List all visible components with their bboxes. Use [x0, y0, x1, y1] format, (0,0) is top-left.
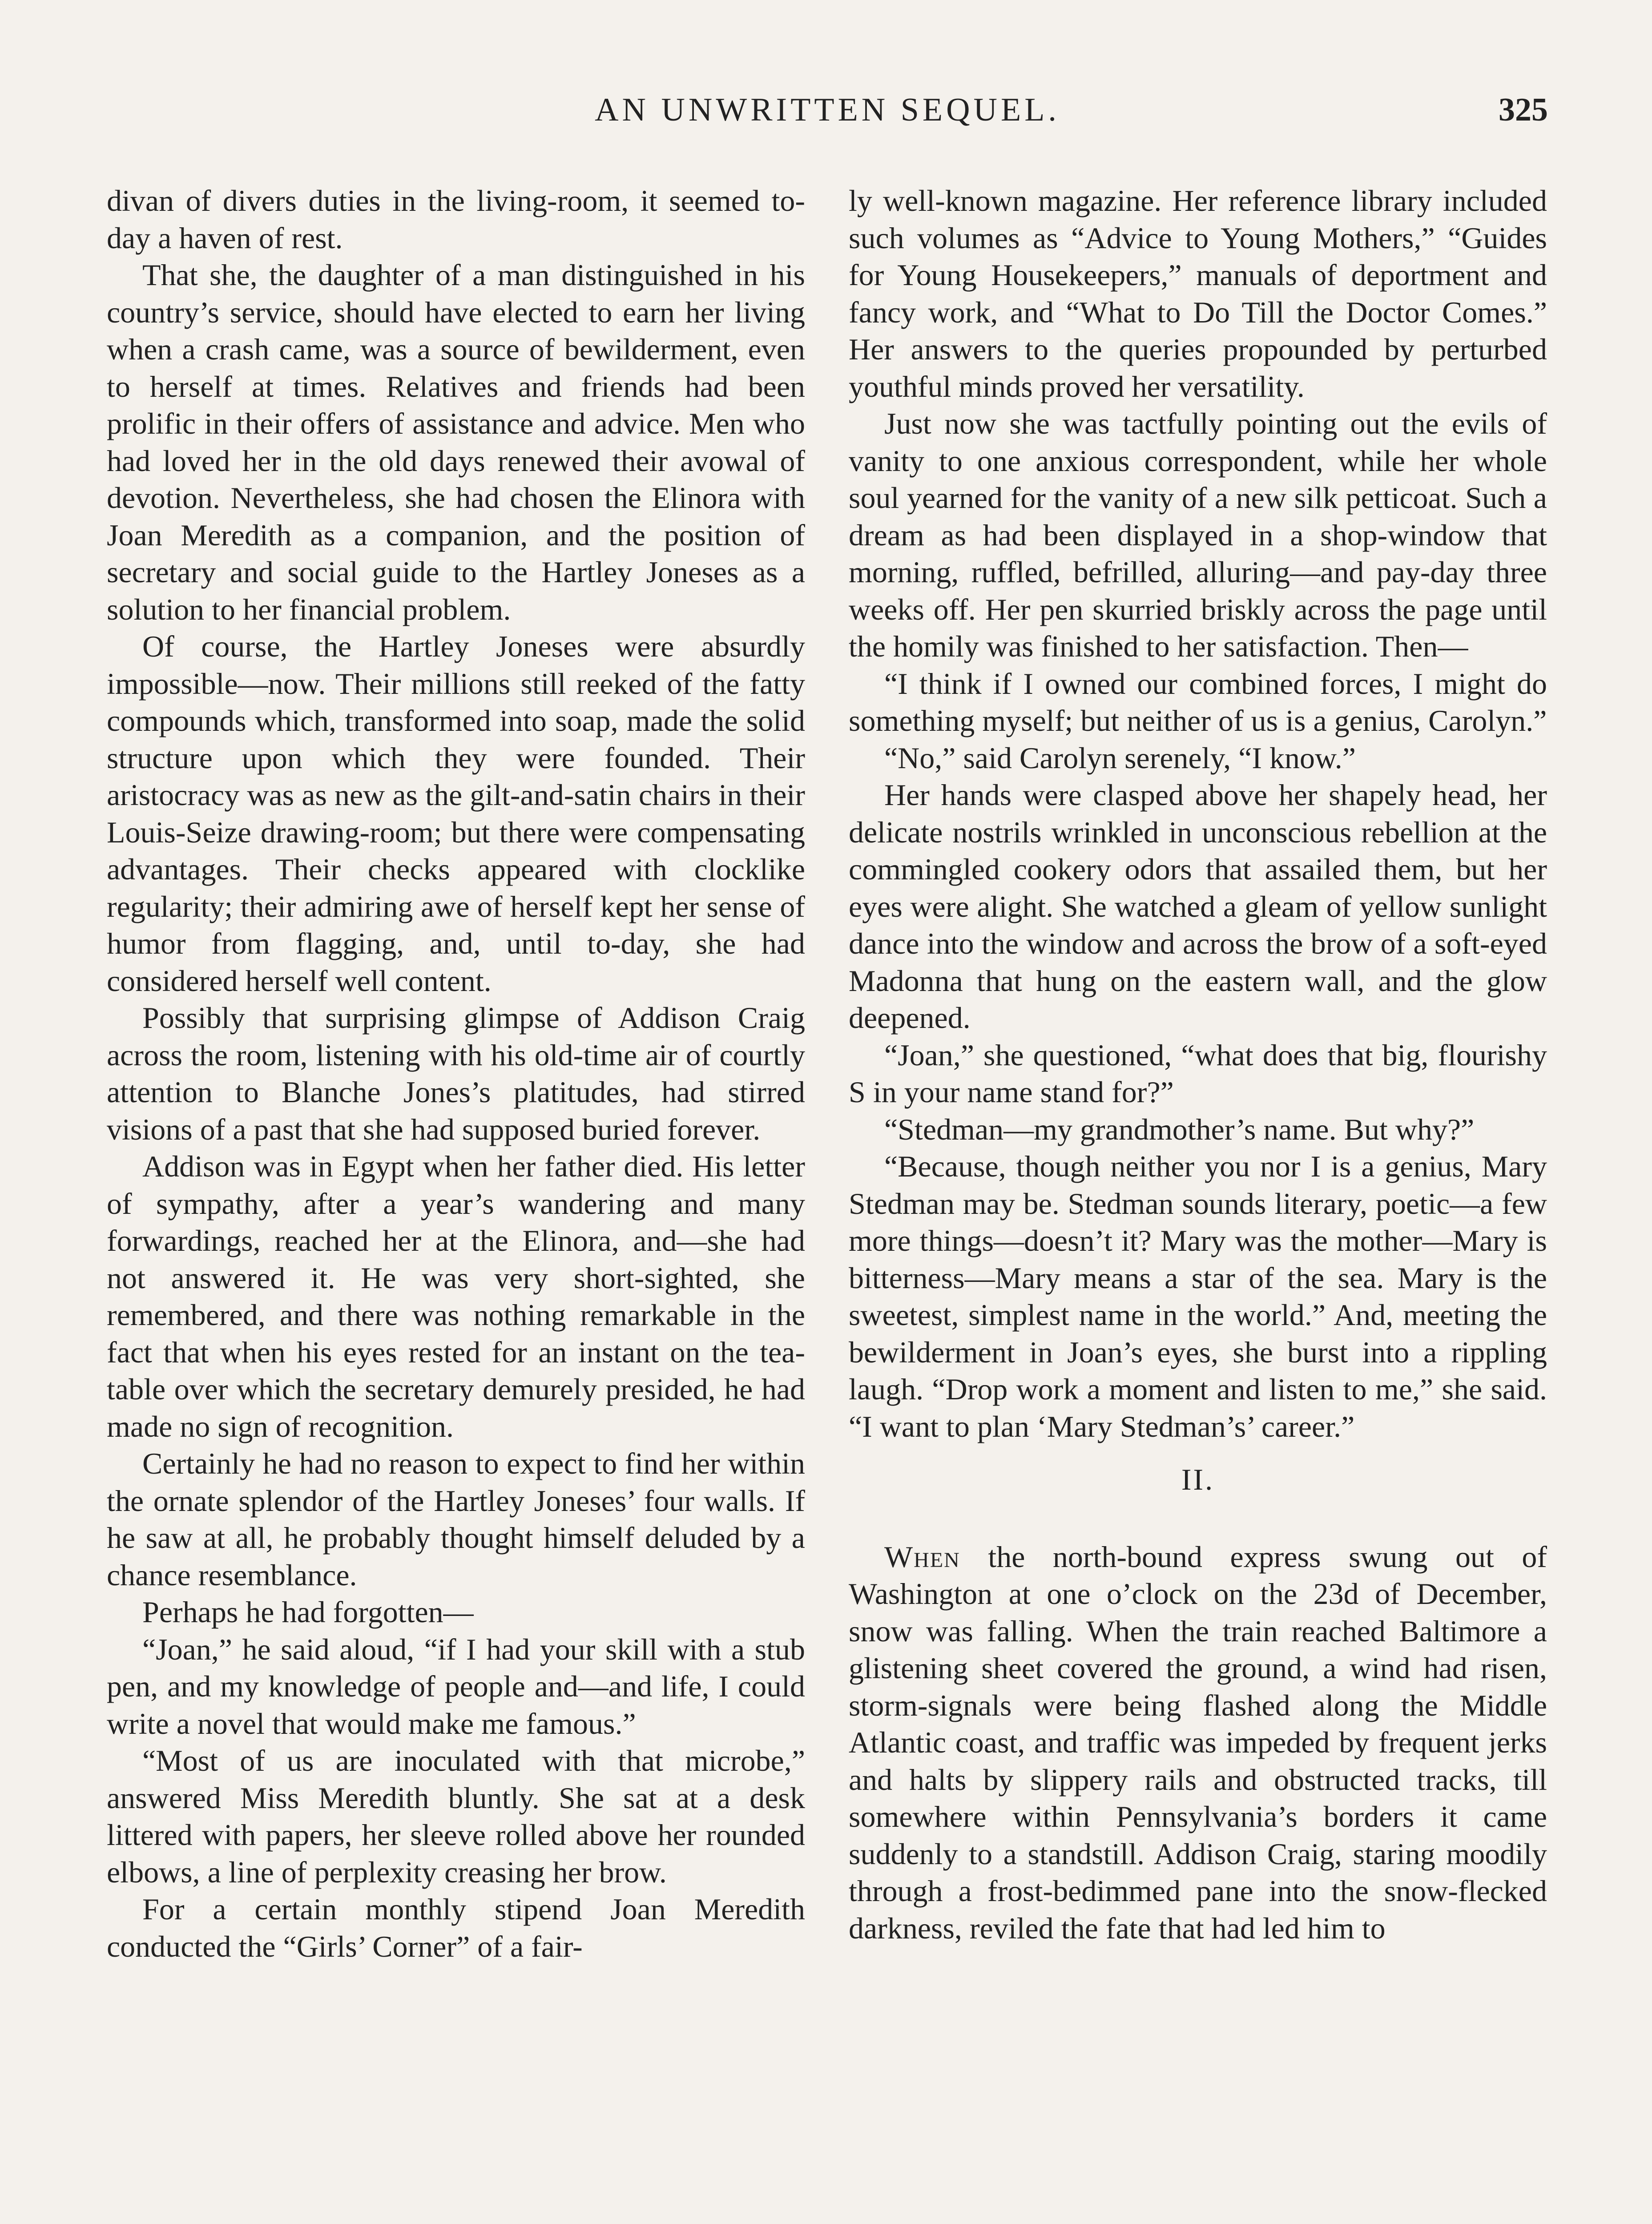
- paragraph: “Stedman—my grandmother’s name. But why?”: [884, 1112, 1475, 1146]
- section-two-paragraph: [849, 1539, 1547, 1947]
- section-lead-word: When: [884, 1539, 960, 1574]
- section-heading: II.: [1181, 1463, 1215, 1496]
- paragraph: “I think if I owned our combined forces, I might do something myself; but neither of us is a genius, Carolyn.”: [849, 666, 1547, 737]
- paragraph: “Because, though neither you nor I is a genius, Mary Stedman may be. Stedman sounds literary, poetic—a few more things—doesn’t it? Mary was the mother—Mary is bitterness—Mary means a star of the sea. Mary is the sweetest, simplest name in the world.” And, meeting the bewilderment in Joan’s eyes, she burst into a rippling laugh. “Drop work a moment and listen to me,” she said. “I want to plan ‘Mary Stedman’s’ career.”: [849, 1149, 1547, 1443]
- paragraph: “Most of us are inoculated with that microbe,” answered Miss Meredith bluntly. She sat at a desk littered with papers, her sleeve rolled above her rounded elbows, a line of perplexity creasing her brow.: [107, 1744, 805, 1889]
- paragraph: Possibly that surprising glimpse of Addison Craig across the room, listening with his old-time air of courtly attention to Blanche Jones’s platitudes, had stirred visions of a past that she had supposed buried forever.: [107, 1001, 805, 1146]
- paragraph: ly well-known magazine. Her reference library included such volumes as “Advice to Young Mothers,” “Guides for Young Housekeepers,” manuals of deportment and fancy work, and “What to Do Till the Doctor Comes.” Her answers to the queries propounded by perturbed youthful minds proved her versatility.: [849, 184, 1547, 403]
- paragraph: Addison was in Egypt when her father died. His letter of sympathy, after a year’s wandering and many forwardings, reached her at the Elinora, and—she had not answered it. He was very short-sighted, she remembered, and there was nothing remarkable in the fact that when his eyes rested for an instant on the tea-table over which the secretary demurely presided, he had made no sign of recognition.: [107, 1149, 805, 1443]
- paragraph: “No,” said Carolyn serenely, “I know.”: [884, 741, 1356, 775]
- running-title: AN UNWRITTEN SEQUEL.: [595, 92, 1060, 128]
- paragraph: Of course, the Hartley Joneses were absurdly impossible—now. Their millions still reeked of the fatty compounds which, transformed into soap, made the solid structure upon which they were founded. Their aristocracy was as new as the gilt-and-satin chairs in their Louis-Seize drawing-room; but there were compensating advantages. Their checks appeared with clocklike regularity; their admiring awe of herself kept her sense of humor from flagging, and, until to-day, she had considered herself well content.: [107, 629, 805, 998]
- paragraph: Perhaps he had forgotten—: [142, 1595, 474, 1629]
- paragraph: Her hands were clasped above her shapely head, her delicate nostrils wrinkled in unconscious rebellion at the commingled cookery odors that assailed them, but her eyes were alight. She watched a gleam of yellow sunlight dance into the window and across the brow of a soft-eyed Madonna that hung on the eastern wall, and the glow deepened.: [849, 778, 1547, 1035]
- paragraph: “Joan,” he said aloud, “if I had your skill with a stub pen, and my knowledge of people and—and life, I could write a novel that would make me famous.”: [107, 1632, 805, 1741]
- paragraph: “Joan,” she questioned, “what does that big, flourishy S in your name stand for?”: [849, 1038, 1547, 1109]
- paragraph: Just now she was tactfully pointing out the evils of vanity to one anxious correspondent, while her whole soul yearned for the vanity of a new silk petticoat. Such a dream as had been displayed in a shop-window that morning, ruffled, befrilled, alluring—and pay-day three weeks off. Her pen skurried briskly across the page until the homily was finished to her satisfaction. Then—: [849, 407, 1547, 663]
- section-two-text: the north-bound express swung out of Washington at one o’clock on the 23d of December, snow was falling. When the train reached Baltimore a glistening sheet covered the ground, a wind had risen, storm-signals were being flashed along the Middle Atlantic coast, and traffic was impeded by frequent jerks and halts by slippery rails and obstructed tracks, till somewhere within Pennsylvania’s borders it came suddenly to a standstill. Addison Craig, staring moodily through a frost-bedimmed pane into the snow-flecked darkness, reviled the fate that had led him to: [849, 1539, 1547, 1945]
- paragraph: Certainly he had no reason to expect to find her within the ornate splendor of the Hartley Joneses’ four walls. If he saw at all, he probably thought himself deluded by a chance resemblance.: [107, 1446, 805, 1592]
- paragraph: For a certain monthly stipend Joan Meredith conducted the “Girls’ Corner” of a fair-: [107, 1892, 805, 1963]
- page-number: 325: [1499, 92, 1548, 128]
- running-head: [102, 91, 1552, 145]
- paragraph: divan of divers duties in the living-room, it seemed to-day a haven of rest.: [107, 184, 805, 255]
- right-column: [849, 182, 1547, 1947]
- left-column: [107, 182, 805, 1965]
- paragraph: That she, the daughter of a man distinguished in his country’s service, should have elected to earn her living when a crash came, was a source of bewilderment, even to herself at times. Relatives and friends had been prolific in their offers of assistance and advice. Men who had loved her in the old days renewed their avowal of devotion. Nevertheless, she had chosen the Elinora with Joan Meredith as a companion, and the position of secretary and social guide to the Hartley Joneses as a solution to her financial problem.: [107, 258, 805, 626]
